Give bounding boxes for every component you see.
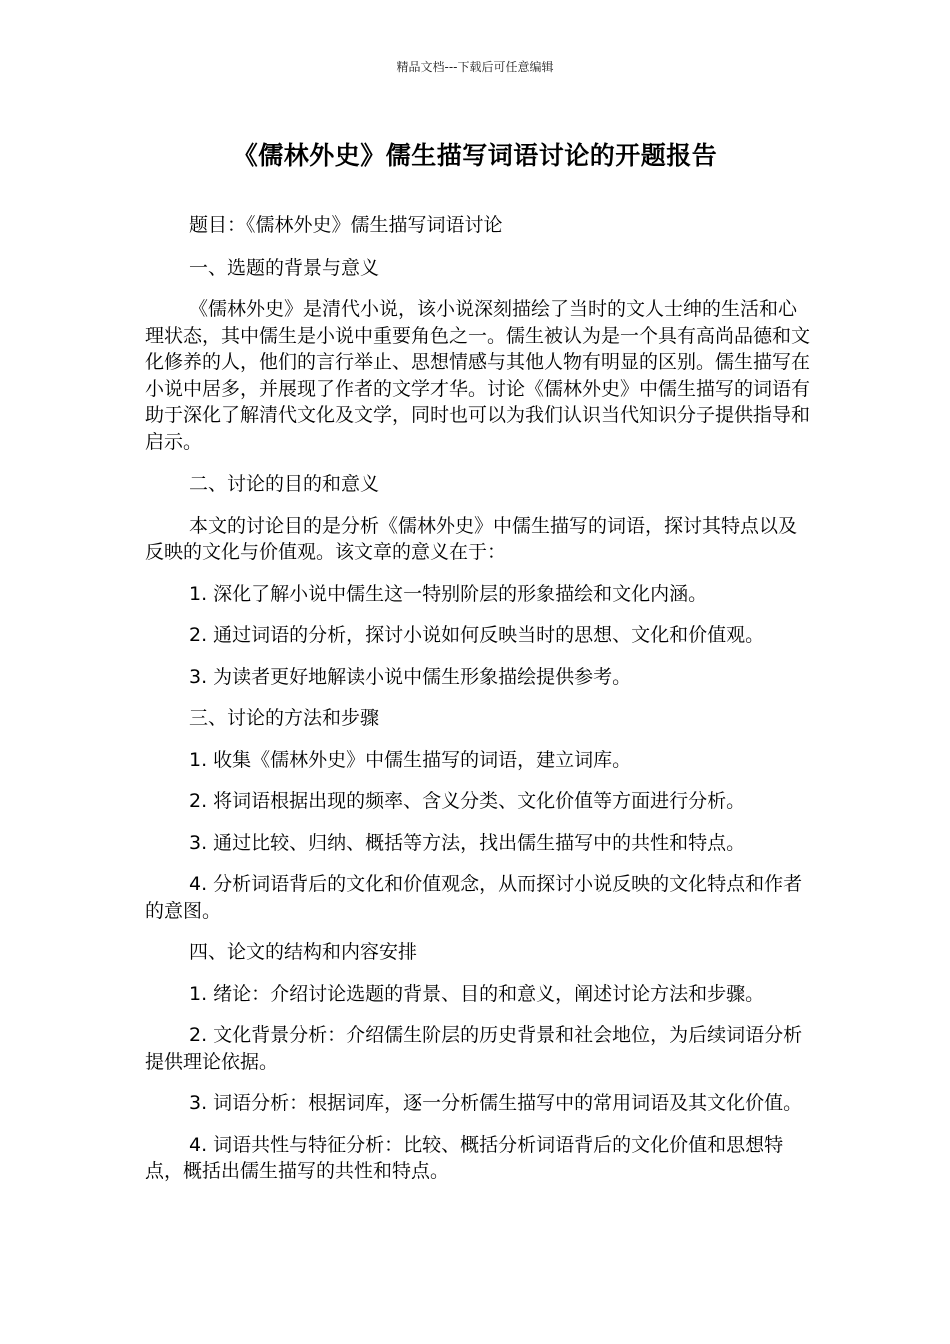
section-3-item-2: 2. 将词语根据出现的频率、含义分类、文化价值等方面进行分析。 [189, 790, 746, 812]
section-1-heading: 一、选题的背景与意义 [189, 256, 380, 279]
section-2-item-2: 2. 通过词语的分析，探讨小说如何反映当时的思想、文化和价值观。 [189, 624, 765, 646]
section-4-item-2: 2. 文化背景分析：介绍儒生阶层的历史背景和社会地位，为后续词语分析提供理论依据。 [145, 1024, 803, 1073]
section-2-paragraph: 本文的讨论目的是分析《儒林外史》中儒生描写的词语，探讨其特点以及反映的文化与价值观。该文章的意义在于： [145, 514, 798, 563]
section-1-paragraph: 《儒林外史》是清代小说，该小说深刻描绘了当时的文人士绅的生活和心理状态，其中儒生是小说中重要角色之一。儒生被认为是一个具有高尚品德和文化修养的人，他们的言行举止、思想情感与其他人物有明显的区别。儒生描写在小说中居多，并展现了作者的文学才华。讨论《儒林外史》中儒生描写的词语有助于深化了解清代文化及文学，同时也可以为我们认识当代知识分子提供指导和启示。 [145, 298, 811, 453]
section-3-item-3: 3. 通过比较、归纳、概括等方法，找出儒生描写中的共性和特点。 [189, 831, 746, 854]
section-4-item-4: 4. 词语共性与特征分析：比较、概括分析词语背后的文化价值和思想特点，概括出儒生描写的共性和特点。 [145, 1133, 784, 1182]
document-body [145, 212, 810, 1185]
section-4-item-1: 1. 绪论：介绍讨论选题的背景、目的和意义，阐述讨论方法和步骤。 [189, 982, 765, 1005]
section-3-heading: 三、讨论的方法和步骤 [189, 707, 380, 729]
topic-line: 题目：《儒林外史》儒生描写词语讨论 [189, 214, 503, 236]
section-2-item-1: 1. 深化了解小说中儒生这一特别阶层的形象描绘和文化内涵。 [189, 582, 708, 605]
section-2-heading: 二、讨论的目的和意义 [189, 473, 380, 495]
section-2-item-3: 3. 为读者更好地解读小说中儒生形象描绘提供参考。 [189, 665, 632, 688]
section-3-item-4: 4. 分析词语背后的文化和价值观念，从而探讨小说反映的文化特点和作者的意图。 [145, 873, 803, 922]
header-note: 精品文档---下载后可任意编辑 [396, 60, 554, 74]
section-4-item-3: 3. 词语分析：根据词库，逐一分析儒生描写中的常用词语及其文化价值。 [189, 1092, 803, 1114]
section-4-heading: 四、论文的结构和内容安排 [189, 941, 418, 963]
section-3-item-1: 1. 收集《儒林外史》中儒生描写的词语，建立词库。 [189, 748, 632, 771]
document-title: 《儒林外史》儒生描写词语讨论的开题报告 [232, 141, 718, 170]
